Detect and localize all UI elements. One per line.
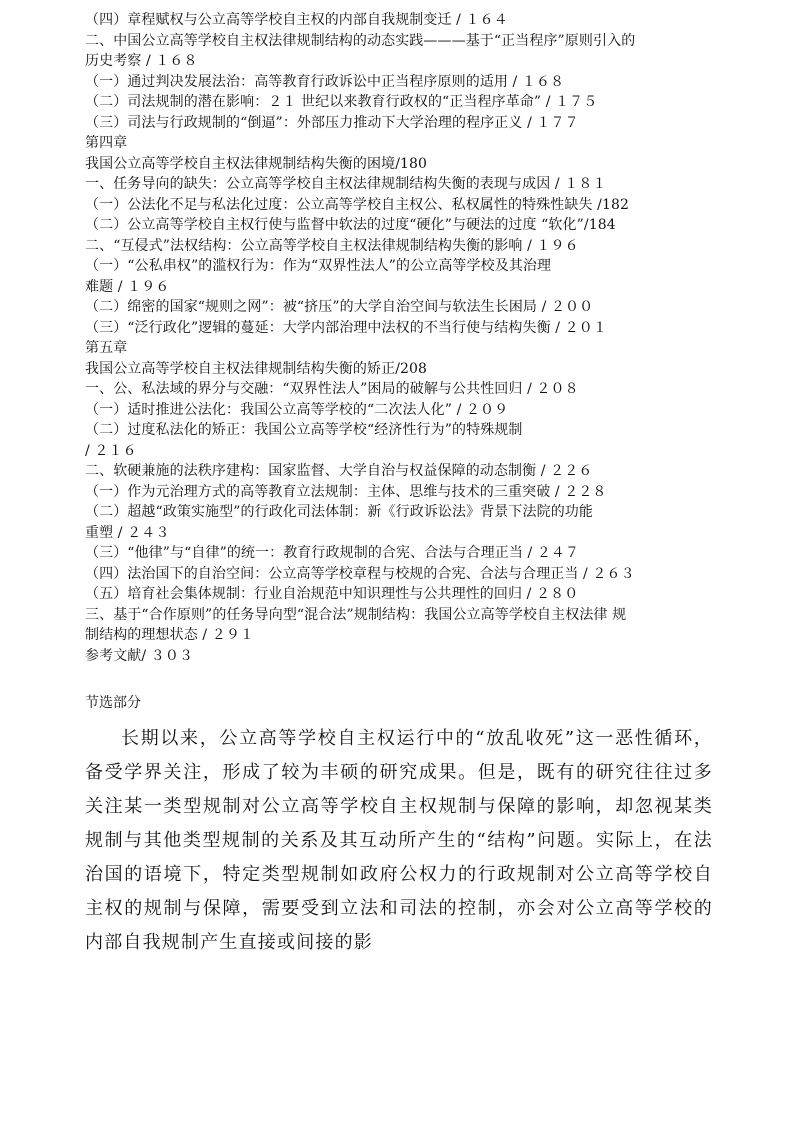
body-paragraph: 长期以来，公立高等学校自主权运行中的“放乱收死”这一恶性循环，备受学界关注，形成了较为丰硕的研究成果。但是，既有的研究往往过多关注某一类型规制对公立高等学校自主权规制与保障的影响，却忽视某类规制与其他类型规制的关系及其互动所产生的“结构”问题。实际上，在法治国的语境下，特定类型规制如政府公权力的行政规制对公立高等学校自主权的规制与保障，需要受到立法和司法的控制，亦会对公立高等学校的内部自我规制产生直接或间接的影 [85,728,713,953]
toc-line: 三、基于“合作原则”的任务导向型“混合法”规制结构：我国公立高等学校自主权法律 规 [85,606,627,623]
toc-line: （四）章程赋权与公立高等学校自主权的内部自我规制变迁 / １６４ [85,12,508,28]
toc-line: （一）适时推进公法化：我国公立高等学校的“二次法人化” / ２０９ [85,401,509,418]
toc-line: （二）绵密的国家“规则之网”：被“挤压”的大学自治空间与软法生长困局 / ２００ [85,299,594,315]
toc-line: （二）超越“政策实施型”的行政化司法体制：新《行政诉讼法》背景下法院的功能 [85,504,594,520]
toc-line: （一）公法化不足与私法化过度：公立高等学校自主权公、私权属性的特殊性缺失 /182 [85,196,629,213]
toc-line: （二）公立高等学校自主权行使与监督中软法的过度“硬化”与硬法的过度 “软化”/184 [85,217,616,233]
toc-line: （二）司法规制的潜在影响：２１ 世纪以来教育行政权的“正当程序革命” / １７５ [85,94,598,110]
toc-line: 重塑 / ２４３ [85,524,170,541]
toc-line: 一、任务导向的缺失：公立高等学校自主权法律规制结构失衡的表现与成因 / １８１ [85,176,607,192]
table-of-contents [85,10,750,666]
body-text [85,722,713,960]
toc-line: （五）培育社会集体规制：行业自治规范中知识理性与公共理性的回归 / ２８０ [85,586,579,602]
toc-line: / ２１６ [85,442,137,459]
toc-line: 我国公立高等学校自主权法律规制结构失衡的困境/180 [85,155,428,172]
toc-line: （三）“他律”与“自律”的统一：教育行政规制的合宪、合法与合理正当 / ２４７ [85,545,580,561]
toc-line: 制结构的理想状态 / ２９１ [85,627,255,643]
toc-line: 第四章 [85,135,128,151]
toc-line: （一）通过判决发展法治：高等教育行政诉讼中正当程序原则的适用 / １６８ [85,73,565,90]
toc-line: 二、中国公立高等学校自主权法律规制结构的动态实践———基于“正当程序”原则引入的 [85,32,636,49]
toc-line: 第五章 [85,340,128,356]
toc-line: 我国公立高等学校自主权法律规制结构失衡的矫正/208 [85,360,428,377]
toc-line: （三）“泛行政化”逻辑的蔓延：大学内部治理中法权的不当行使与结构失衡 / ２０１ [85,319,607,336]
toc-line: （四）法治国下的自治空间：公立高等学校章程与校规的合宪、合法与合理正当 / ２６３ [85,565,635,582]
toc-line: （一）“公私串权”的滥权行为：作为“双界性法人”的公立高等学校及其治理 [85,258,552,274]
toc-line: （三）司法与行政规制的“倒逼”：外部压力推动下大学治理的程序正义 / １７７ [85,114,579,131]
toc-line: 参考文献/ ３０３ [85,647,194,664]
section-label: 节选部分 [85,695,141,711]
toc-line: 二、软硬兼施的法秩序建构：国家监督、大学自治与权益保障的动态制衡 / ２２６ [85,463,593,479]
toc-line: （二）过度私法化的矫正：我国公立高等学校“经济性行为”的特殊规制 [85,422,523,438]
toc-line: 一、公、私法域的界分与交融：“双界性法人”困局的破解与公共性回归 / ２０８ [85,381,579,397]
toc-line: 历史考察 / １６８ [85,53,198,69]
toc-line: （一）作为元治理方式的高等教育立法规制：主体、思维与技术的三重突破 / ２２８ [85,483,607,500]
toc-line: 难题 / １９６ [85,278,170,295]
toc-line: 二、“互侵式”法权结构：公立高等学校自主权法律规制结构失衡的影响 / １９６ [85,237,579,254]
